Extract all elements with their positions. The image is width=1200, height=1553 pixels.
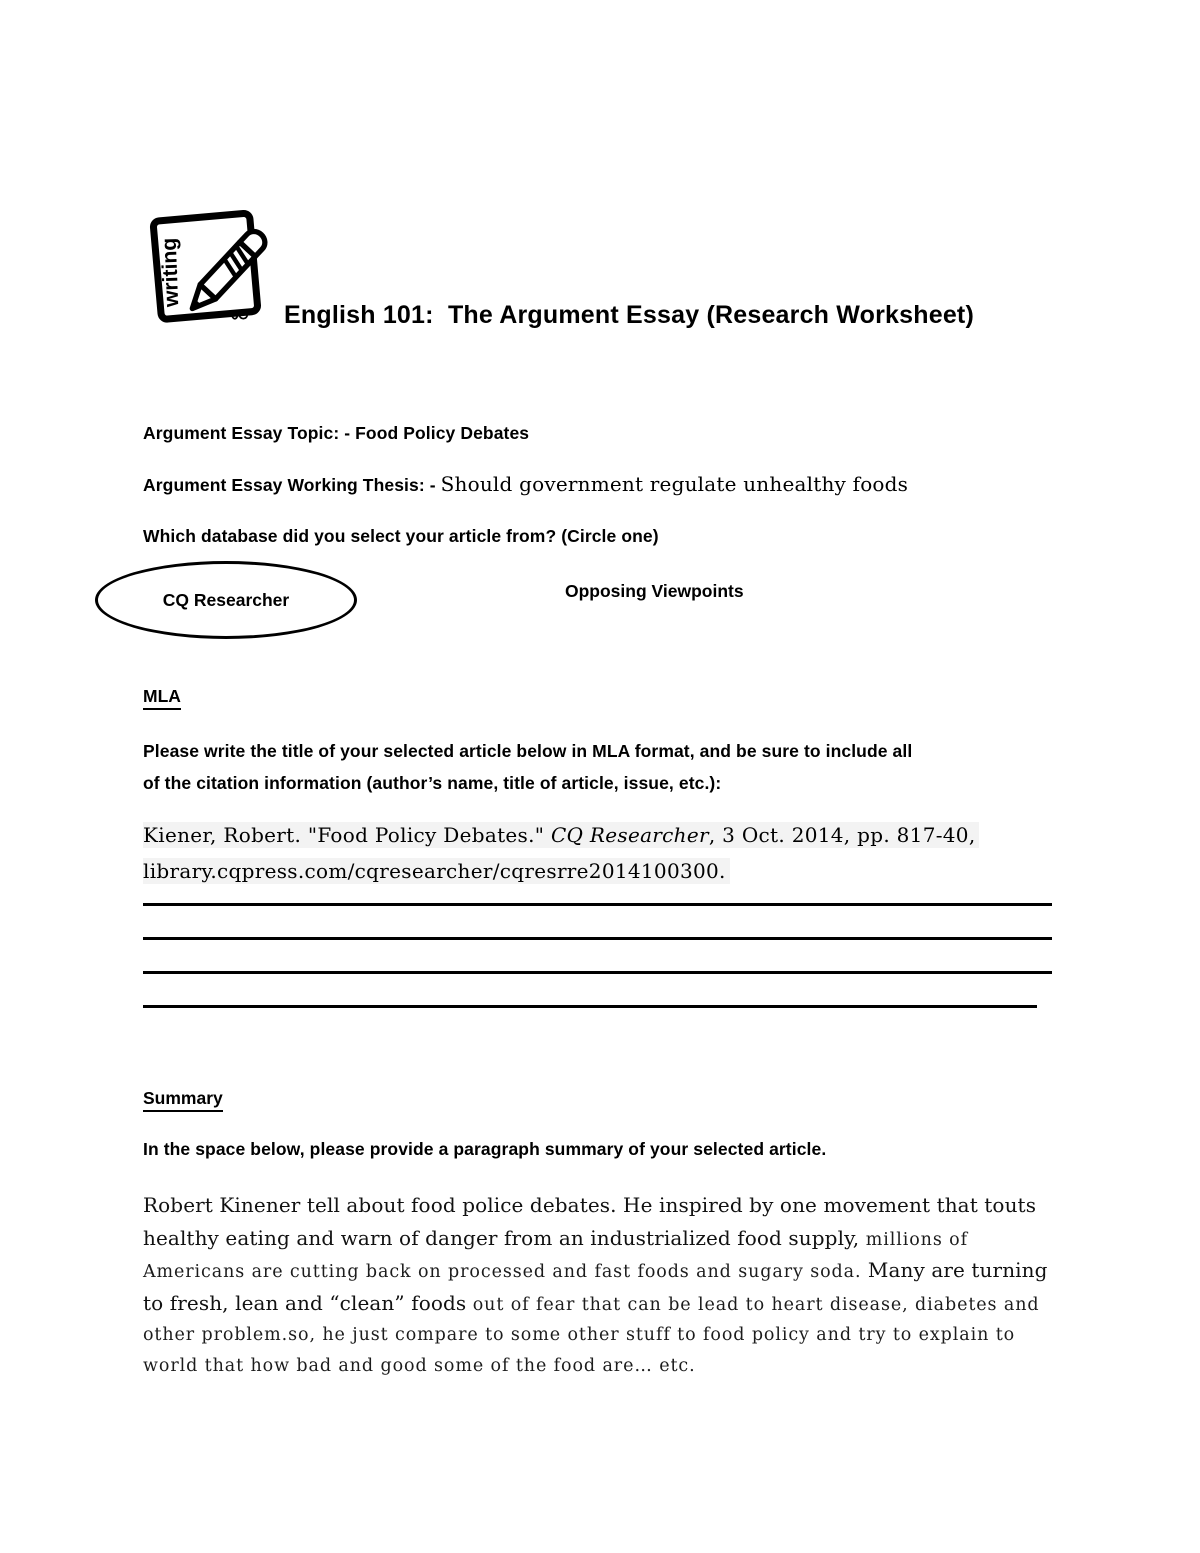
database-option-cq-researcher[interactable]: CQ Researcher bbox=[162, 589, 290, 610]
citation-url: library.cqpress.com/cqresearcher/cqresrre2014100300. bbox=[143, 858, 730, 884]
answer-blank-line[interactable] bbox=[143, 937, 1052, 940]
summary-text-segment: Robert Kinener tell about food police debates. He inspired by one movement that touts healthy eating and warn of danger from an industrialized food supply, bbox=[143, 1193, 1037, 1250]
summary-heading: Summary bbox=[143, 1088, 223, 1112]
writing-icon-label: writing bbox=[157, 237, 184, 308]
summary-paragraph[interactable] bbox=[143, 1190, 1058, 1381]
citation-line2[interactable] bbox=[143, 853, 1073, 889]
page-title: English 101: The Argument Essay (Research Worksheet) bbox=[284, 300, 974, 329]
summary-section bbox=[143, 1088, 223, 1112]
mla-instructions-line2: of the citation information (author’s name, title of article, issue, etc.): bbox=[143, 773, 722, 793]
mla-instructions bbox=[143, 735, 1073, 799]
answer-blank-line[interactable] bbox=[143, 903, 1052, 906]
answer-blank-lines bbox=[143, 903, 1052, 1039]
citation-date-pages: , 3 Oct. 2014, pp. 817-40, bbox=[708, 823, 976, 847]
topic-value[interactable]: Food Policy Debates bbox=[355, 423, 530, 443]
database-question: Which database did you select your article from? (Circle one) bbox=[143, 526, 659, 546]
summary-text-segment: millions of Americans are cutting back on processed and fast foods and sugary soda. bbox=[143, 1229, 968, 1282]
answer-blank-line[interactable] bbox=[143, 971, 1052, 974]
citation-line1[interactable] bbox=[143, 817, 1073, 853]
summary-instructions: In the space below, please provide a paragraph summary of your selected article. bbox=[143, 1139, 827, 1159]
circle-annotation[interactable] bbox=[95, 561, 357, 639]
topic-line bbox=[143, 423, 529, 444]
mla-instructions-line1: Please write the title of your selected article below in MLA format, and be sure to include all bbox=[143, 741, 913, 761]
topic-label: Argument Essay Topic: - bbox=[143, 423, 356, 443]
citation-author-title: Kiener, Robert. "Food Policy Debates." bbox=[143, 823, 551, 847]
writing-icon bbox=[143, 192, 275, 330]
summary-text-segment: Many are turning to fresh, lean and “clean” foods bbox=[143, 1258, 1048, 1315]
thesis-value[interactable]: Should government regulate unhealthy foods bbox=[440, 472, 909, 496]
document-header bbox=[143, 192, 974, 330]
citation-journal-italic: CQ Researcher bbox=[550, 823, 709, 847]
mla-citation[interactable] bbox=[143, 817, 1073, 889]
answer-blank-line[interactable] bbox=[143, 1005, 1037, 1008]
mla-heading: MLA bbox=[143, 686, 181, 710]
thesis-label: Argument Essay Working Thesis: - bbox=[143, 475, 441, 495]
thesis-line bbox=[143, 472, 908, 496]
mla-section bbox=[143, 686, 181, 710]
database-option-opposing-viewpoints[interactable]: Opposing Viewpoints bbox=[565, 581, 744, 601]
summary-text-segment: out of fear that can be lead to heart disease, diabetes and other problem.so, he just compare to some other stuff to food policy and try to explain to world that how bad and good some of the food are… etc. bbox=[143, 1294, 1040, 1376]
